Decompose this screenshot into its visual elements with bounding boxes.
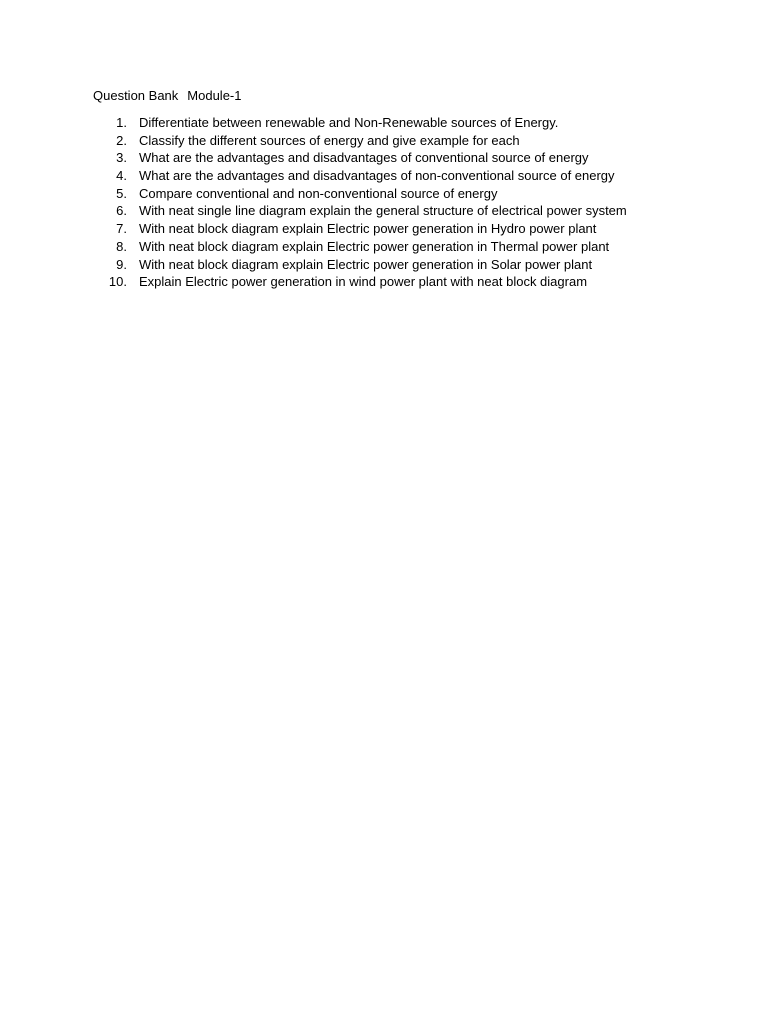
question-text: Compare conventional and non-conventional source of energy (139, 185, 498, 201)
question-number: 10. (108, 274, 127, 290)
question-text: Explain Electric power generation in wind power plant with neat block diagram (139, 274, 588, 290)
question-text: With neat single line diagram explain the general structure of electrical power system (139, 203, 627, 219)
question-number: 2. (116, 132, 127, 148)
question-number: 9. (116, 256, 127, 272)
module-heading: Module-1 (187, 88, 242, 103)
question-number: 8. (116, 238, 127, 254)
question-number: 5. (116, 185, 127, 201)
question-number: 1. (116, 115, 127, 130)
question-text: With neat block diagram explain Electric power generation in Hydro power plant (139, 221, 597, 237)
question-number: 4. (116, 168, 127, 184)
question-number: 7. (116, 221, 127, 237)
question-text: What are the advantages and disadvantages of conventional source of energy (139, 150, 589, 166)
question-bank-heading: Question Bank (93, 88, 179, 103)
question-number: 6. (116, 203, 127, 219)
question-text: Differentiate between renewable and Non-Renewable sources of Energy. (139, 115, 559, 130)
question-text: With neat block diagram explain Electric power generation in Solar power plant (139, 256, 593, 272)
question-number: 3. (116, 150, 127, 166)
document-title (93, 87, 241, 105)
question-text: What are the advantages and disadvantages of non-conventional source of energy (139, 168, 615, 184)
question-text: With neat block diagram explain Electric power generation in Thermal power plant (139, 238, 610, 254)
question-text: Classify the different sources of energy and give example for each (139, 132, 520, 148)
